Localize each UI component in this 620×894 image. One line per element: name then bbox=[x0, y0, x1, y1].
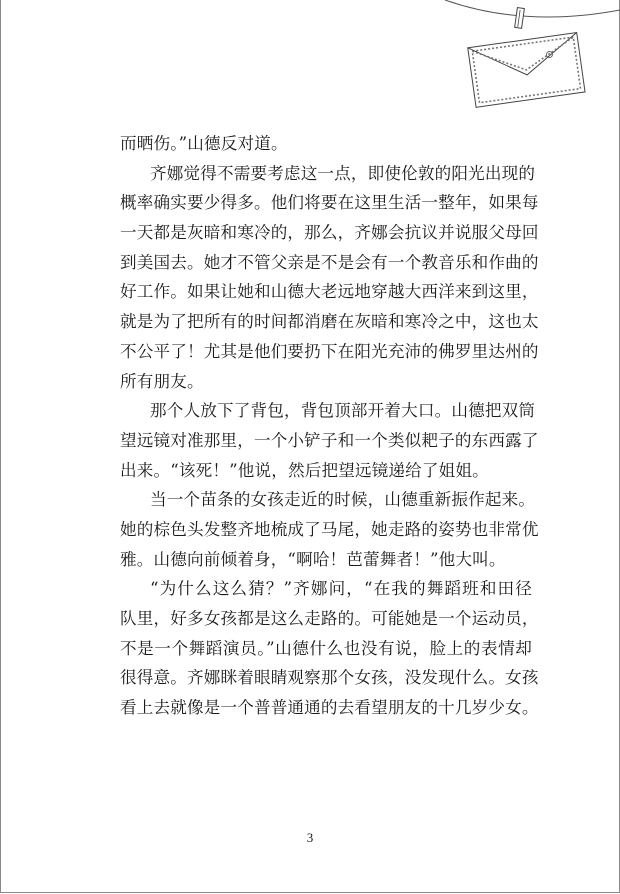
text-line: 而晒伤。”山德反对道。 bbox=[120, 134, 288, 153]
text-line: 好工作。如果让她和山德大老远地穿越大西洋来到这里， bbox=[120, 282, 539, 302]
text-line: 就是为了把所有的时间都消磨在灰暗和寒冷之中，这也太 bbox=[120, 312, 539, 332]
text-line: 出来。“该死！”他说，然后把望远镜递给了姐姐。 bbox=[120, 460, 489, 480]
text-line: 不公平了！尤其是他们要扔下在阳光充沛的佛罗里达州的 bbox=[120, 341, 539, 361]
body-text bbox=[120, 129, 539, 723]
text-line: “为什么这么猜？”齐娜问，“在我的舞蹈班和田径 bbox=[150, 579, 532, 599]
text-line: 不是一个舞蹈演员。”山德什么也没有说，脸上的表情却 bbox=[120, 638, 532, 658]
text-line: 看上去就像是一个普普通通的去看望朋友的十几岁少女。 bbox=[120, 698, 539, 718]
text-line: 所有朋友。 bbox=[120, 371, 204, 391]
text-line: 雅。山德向前倾着身，“啊哈！芭蕾舞者！”他大叫。 bbox=[120, 549, 506, 569]
hanging-envelope-icon bbox=[430, 0, 620, 110]
text-line: 队里，好多女孩都是这么走路的。可能她是一个运动员， bbox=[120, 609, 539, 628]
text-line: 那个人放下了背包，背包顶部开着大口。山德把双筒 bbox=[150, 401, 536, 421]
text-line: 到美国去。她才不管父亲是不是会有一个教音乐和作曲的 bbox=[120, 252, 539, 272]
text-line: 当一个苗条的女孩走近的时候，山德重新振作起来。 bbox=[150, 490, 536, 510]
text-line: 一天都是灰暗和寒冷的，那么，齐娜会抗议并说服父母回 bbox=[120, 223, 539, 243]
text-line: 很得意。齐娜眯着眼睛观察那个女孩，没发现什么。女孩 bbox=[120, 668, 539, 688]
text-line: 她的棕色头发整齐地梳成了马尾，她走路的姿势也非常优 bbox=[120, 519, 539, 539]
page-number: 3 bbox=[306, 830, 314, 845]
text-line: 齐娜觉得不需要考虑这一点，即使伦敦的阳光出现的 bbox=[150, 163, 536, 183]
text-line: 概率确实要少得多。他们将要在这里生活一整年，如果每 bbox=[120, 193, 539, 213]
text-line: 望远镜对准那里，一个小铲子和一个类似耙子的东西露了 bbox=[120, 430, 539, 450]
